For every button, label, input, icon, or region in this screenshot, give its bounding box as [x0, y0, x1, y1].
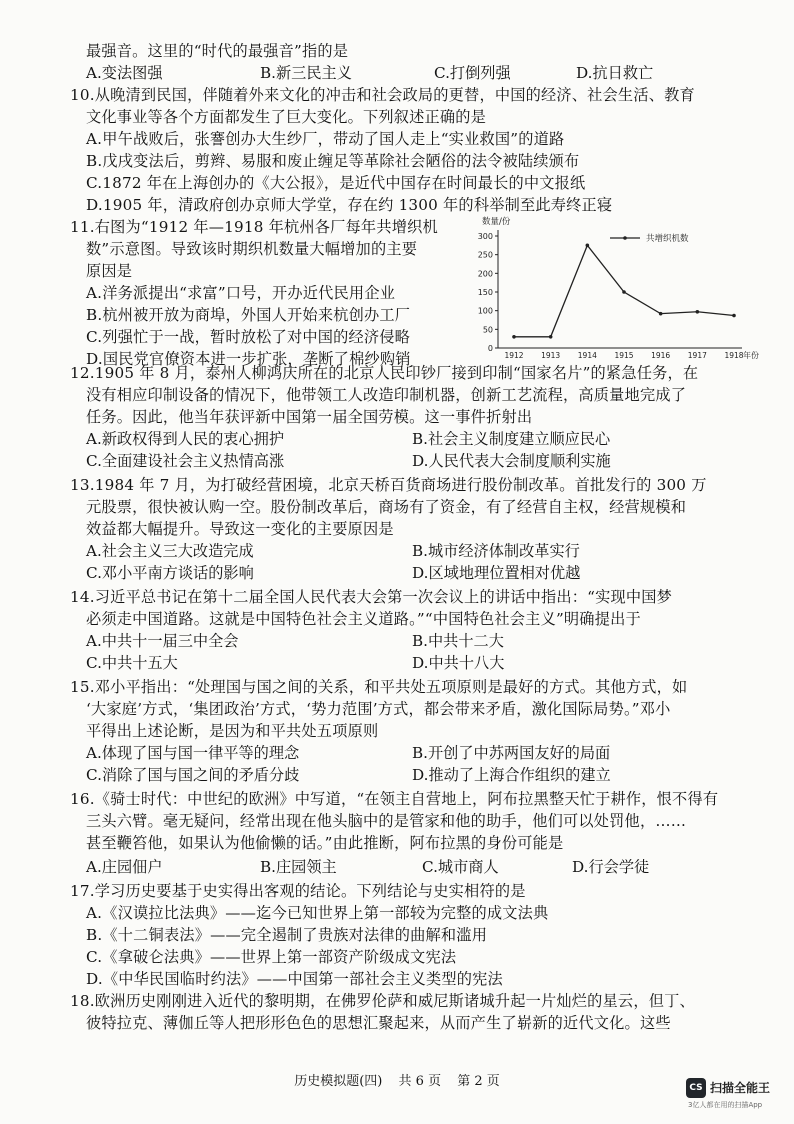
data-point [549, 335, 553, 339]
q13-stem-line-3: 效益都大幅提升。导致这一变化的主要原因是 [86, 520, 394, 538]
y-tick-label: 100 [478, 306, 493, 316]
q13-option-d: D.区域地理位置相对优越 [412, 564, 581, 582]
q9-option-a: A.变法图强 [86, 64, 163, 82]
q14-option-b: B.中共十二大 [412, 632, 504, 650]
q16-stem-line-1: 16.《骑士时代：中世纪的欧洲》中写道，“在领主自营地上，阿布拉黑整天忙于耕作，恨不得有 [70, 790, 719, 808]
y-axis-label: 数量/份 [482, 217, 511, 227]
q17-option-c: C.《拿破仑法典》——世界上第一部资产阶级成文宪法 [86, 948, 457, 966]
q12-stem-line-1: 12.1905 年 8 月，泰州人柳鸿庆所在的北京人民印钞厂接到印制“国家名片”的紧急任务，在 [70, 364, 699, 382]
q12-stem-line-3: 任务。因此，他当年获评新中国第一届全国劳模。这一事件折射出 [86, 408, 533, 426]
q9-stem-tail: 最强音。这里的“时代的最强音”指的是 [86, 42, 349, 60]
q10-option-d: D.1905 年，清政府创办京师大学堂，存在约 1300 年的科举制至此寿终正寝 [86, 196, 613, 214]
scanner-logo-icon: CS [686, 1078, 706, 1098]
y-tick-label: 0 [487, 344, 493, 353]
q11-option-d: D.国民党官僚资本进一步扩张，垄断了棉纱购销 [86, 350, 411, 368]
q10-stem-line-2: 文化事业等各个方面都发生了巨大变化。下列叙述正确的是 [86, 108, 487, 126]
q16-stem-line-2: 三头六臂。毫无疑问，经常出现在他头脑中的是管家和他的助手，他们可以处罚他，…… [86, 812, 687, 830]
q14-option-d: D.中共十八大 [412, 654, 505, 672]
data-point [622, 290, 626, 294]
q16-option-d: D.行会学徒 [572, 858, 650, 876]
scanner-tagline: 3亿人都在用的扫描App [688, 1101, 763, 1109]
loom-count-chart [478, 212, 778, 362]
scanner-app-name: 扫描全能王 [710, 1081, 771, 1095]
x-axis-label: 年份 [743, 351, 759, 360]
y-tick-label: 300 [478, 232, 493, 241]
x-tick-label: 1913 [541, 351, 561, 360]
q16-option-a: A.庄园佃户 [86, 858, 163, 876]
q11-stem-line-3: 原因是 [86, 262, 133, 280]
data-point [696, 310, 700, 314]
footer-page-number: 第 2 页 [457, 1074, 500, 1089]
q14-option-a: A.中共十一届三中全会 [86, 632, 239, 650]
q15-option-c: C.消除了国与国之间的矛盾分歧 [86, 766, 300, 784]
q10-stem-line-1: 10.从晚清到民国，伴随着外来文化的冲击和社会政局的更替，中国的经济、社会生活、教育 [70, 86, 695, 104]
q15-option-a: A.体现了国与国一律平等的理念 [86, 744, 300, 762]
y-tick-label: 250 [478, 250, 493, 260]
q13-stem-line-2: 元股票，很快被认购一空。股份制改革后，商场有了资金，有了经营自主权，经营规模和 [86, 498, 687, 516]
q17-option-d: D.《中华民国临时约法》——中国第一部社会主义类型的宪法 [86, 970, 503, 988]
loom-count-chart-svg [478, 212, 778, 362]
data-point [512, 335, 516, 339]
q12-option-d: D.人民代表大会制度顺利实施 [412, 452, 611, 470]
q9-option-c: C.打倒列强 [434, 64, 511, 82]
q9-option-b: B.新三民主义 [260, 64, 352, 82]
scanner-watermark [686, 1078, 790, 1114]
x-tick-label: 1914 [577, 351, 597, 360]
data-point [732, 314, 736, 318]
q12-option-a: A.新政权得到人民的衷心拥护 [86, 430, 285, 448]
q15-option-d: D.推动了上海合作组织的建立 [412, 766, 611, 784]
q11-stem-line-1: 11.右图为“1912 年—1918 年杭州各厂每年共增织机 [70, 218, 438, 236]
y-tick-label: 200 [478, 269, 493, 279]
q9-option-d: D.抗日救亡 [576, 64, 654, 82]
q18-stem-line-2: 彼特拉克、薄伽丘等人把形形色色的思想汇聚起来，从而产生了崭新的近代文化。这些 [86, 1014, 671, 1032]
x-tick-label: 1918 [724, 351, 744, 360]
q12-option-b: B.社会主义制度建立顺应民心 [412, 430, 611, 448]
q14-stem-line-1: 14.习近平总书记在第十二届全国人民代表大会第一次会议上的讲话中指出：“实现中国梦 [70, 588, 673, 606]
q10-option-a: A.甲午战败后，张謇创办大生纱厂，带动了国人走上“实业救国”的道路 [86, 130, 565, 148]
q11-option-b: B.杭州被开放为商埠，外国人开始来杭创办工厂 [86, 306, 411, 324]
legend-marker [623, 236, 627, 240]
q15-option-b: B.开创了中苏两国友好的局面 [412, 744, 611, 762]
q14-stem-line-2: 必须走中国道路。这就是中国特色社会主义道路。”“中国特色社会主义”明确提出于 [86, 610, 641, 628]
x-tick-label: 1915 [614, 351, 634, 360]
q15-stem-line-1: 15.邓小平指出：“处理国与国之间的关系，和平共处五项原则是最好的方式。其他方式，如 [70, 678, 688, 696]
q12-option-c: C.全面建设社会主义热情高涨 [86, 452, 285, 470]
q12-stem-line-2: 没有相应印制设备的情况下，他带领工人改造印制机器，创新工艺流程，高质量地完成了 [86, 386, 687, 404]
x-tick-label: 1917 [687, 351, 707, 360]
q11-stem-line-2: 数”示意图。导致该时期织机数量大幅增加的主要 [86, 240, 418, 258]
q10-option-b: B.戊戌变法后，剪辫、易服和废止缠足等革除社会陋俗的法令被陆续颁布 [86, 152, 580, 170]
q13-option-c: C.邓小平南方谈话的影响 [86, 564, 254, 582]
q14-option-c: C.中共十五大 [86, 654, 178, 672]
y-tick-label: 50 [482, 325, 493, 335]
q15-stem-line-3: 平得出上述论断，是因为和平共处五项原则 [86, 722, 379, 740]
q17-option-a: A.《汉谟拉比法典》——迄今已知世界上第一部较为完整的成文法典 [86, 904, 549, 922]
q15-stem-line-2: ‘大家庭’方式，‘集团政治’方式，‘势力范围’方式，都会带来矛盾，激化国际局势。”邓小 [86, 700, 671, 718]
q16-option-b: B.庄园领主 [260, 858, 337, 876]
q13-option-a: A.社会主义三大改造完成 [86, 542, 254, 560]
page-footer [0, 1073, 794, 1091]
data-point [659, 312, 663, 316]
x-tick-label: 1912 [504, 351, 524, 360]
q17-option-b: B.《十二铜表法》——完全遏制了贵族对法律的曲解和滥用 [86, 926, 488, 944]
q13-stem-line-1: 13.1984 年 7 月，为打破经营困境，北京天桥百货商场进行股份制改革。首批发行的 300 万 [70, 476, 707, 494]
data-point [586, 244, 590, 248]
q10-option-c: C.1872 年在上海创办的《大公报》，是近代中国存在时间最长的中文报纸 [86, 174, 586, 192]
q17-stem-line-1: 17.学习历史要基于史实得出客观的结论。下列结论与史实相符的是 [70, 882, 526, 900]
q11-option-c: C.列强忙于一战，暂时放松了对中国的经济侵略 [86, 328, 411, 346]
footer-total-pages: 共 6 页 [398, 1074, 442, 1089]
q11-option-a: A.洋务派提出“求富”口号，开办近代民用企业 [86, 284, 396, 302]
q18-stem-line-1: 18.欧洲历史刚刚进入近代的黎明期，在佛罗伦萨和威尼斯诸城升起一片灿烂的星云，但丁、 [70, 992, 695, 1010]
y-tick-label: 150 [478, 288, 493, 297]
q13-option-b: B.城市经济体制改革实行 [412, 542, 580, 560]
q16-option-c: C.城市商人 [422, 858, 499, 876]
legend-label: 共增织机数 [646, 234, 689, 244]
x-tick-label: 1916 [651, 351, 671, 360]
q16-stem-line-3: 甚至鞭笞他，如果认为他偷懒的话。”由此推断，阿布拉黑的身份可能是 [86, 834, 564, 852]
footer-exam-title: 历史模拟题(四) [294, 1074, 383, 1089]
